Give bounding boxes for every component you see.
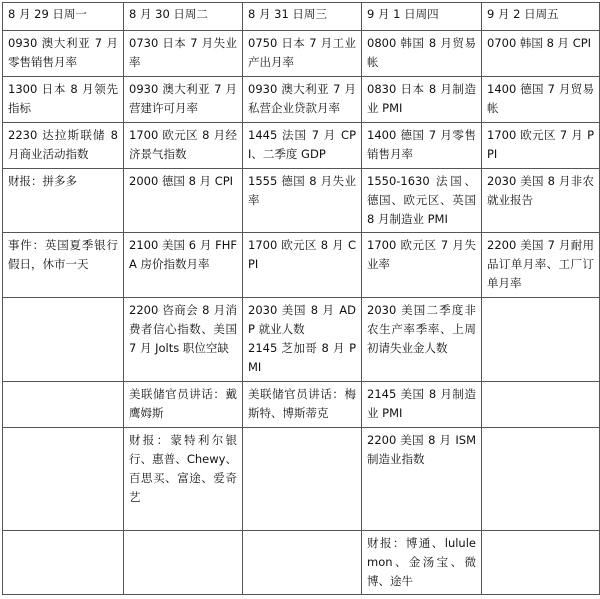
table-cell [482, 428, 600, 531]
table-cell: 0830 日本 8 月制造业 PMI [362, 77, 482, 123]
table-cell: 2100 美国 6 月 FHFA 房价指数月率 [124, 233, 243, 298]
table-cell: 事件：英国夏季银行假日，休市一天 [3, 233, 124, 298]
table-cell: 2230 达拉斯联储 8 月商业活动指数 [3, 123, 124, 169]
day-header-mon: 8 月 29 日周一 [3, 3, 124, 31]
table-row [3, 77, 600, 123]
table-cell: 2030 美国 8 月 ADP 就业人数 2145 芝加哥 8 月 PMI [243, 298, 362, 382]
day-header-tue: 8 月 30 日周二 [124, 3, 243, 31]
table-cell [3, 382, 124, 428]
table-cell: 0930 澳大利亚 7 月营建许可月率 [124, 77, 243, 123]
table-cell: 财报：蒙特利尔银行、惠普、Chewy、百思买、富途、爱奇艺 [124, 428, 243, 531]
table-cell: 2030 美国 8 月非农就业报告 [482, 169, 600, 233]
table-row [3, 169, 600, 233]
table-cell: 0800 韩国 8 月贸易帐 [362, 31, 482, 77]
table-cell: 财报：拼多多 [3, 169, 124, 233]
table-cell [482, 298, 600, 382]
table-row [3, 298, 600, 382]
table-cell: 2145 美国 8 月制造业 PMI [362, 382, 482, 428]
table-cell: 2000 德国 8 月 CPI [124, 169, 243, 233]
table-cell: 1700 欧元区 7 月失业率 [362, 233, 482, 298]
table-cell: 1400 德国 7 月零售销售月率 [362, 123, 482, 169]
table-row [3, 31, 600, 77]
table-cell: 1445 法国 7 月 CPI、二季度 GDP [243, 123, 362, 169]
table-cell: 1400 德国 7 月贸易帐 [482, 77, 600, 123]
table-cell: 美联储官员讲话：戴鹰姆斯 [124, 382, 243, 428]
table-cell: 1700 欧元区 7 月 PPI [482, 123, 600, 169]
day-header-wed: 8 月 31 日周三 [243, 3, 362, 31]
table-row [3, 531, 600, 595]
table-cell [482, 531, 600, 595]
table-cell: 2030 美国二季度非农生产率季率、上周初请失业金人数 [362, 298, 482, 382]
table-cell: 0930 澳大利亚 7 月零售销售月率 [3, 31, 124, 77]
table-row [3, 123, 600, 169]
day-header-thu: 9 月 1 日周四 [362, 3, 482, 31]
table-cell [124, 531, 243, 595]
table-row [3, 428, 600, 531]
table-cell: 2200 咨商会 8 月消费者信心指数、美国 7 月 Jolts 职位空缺 [124, 298, 243, 382]
header-row [3, 3, 600, 31]
table-cell: 0930 澳大利亚 7 月私营企业贷款月率 [243, 77, 362, 123]
table-cell [482, 382, 600, 428]
table-cell: 1550-1630 法国、德国、欧元区、英国 8 月制造业 PMI [362, 169, 482, 233]
table-cell: 1300 日本 8 月领先指标 [3, 77, 124, 123]
table-row [3, 382, 600, 428]
table-row [3, 233, 600, 298]
economic-calendar-table [2, 2, 600, 595]
table-cell: 财报：博通、lululemon、金汤宝、微博、途牛 [362, 531, 482, 595]
table-cell: 2200 美国 7 月耐用品订单月率、工厂订单月率 [482, 233, 600, 298]
day-header-fri: 9 月 2 日周五 [482, 3, 600, 31]
table-cell [3, 531, 124, 595]
table-cell [3, 298, 124, 382]
table-cell: 0750 日本 7 月工业产出月率 [243, 31, 362, 77]
table-cell [3, 428, 124, 531]
table-cell [243, 531, 362, 595]
table-cell: 1555 德国 8 月失业率 [243, 169, 362, 233]
table-cell: 2200 美国 8 月 ISM 制造业指数 [362, 428, 482, 531]
table-cell [243, 428, 362, 531]
table-cell: 0730 日本 7 月失业率 [124, 31, 243, 77]
table-cell: 美联储官员讲话：梅斯特、博斯蒂克 [243, 382, 362, 428]
table-cell: 1700 欧元区 8 月 CPI [243, 233, 362, 298]
table-cell: 1700 欧元区 8 月经济景气指数 [124, 123, 243, 169]
table-cell: 0700 韩国 8 月 CPI [482, 31, 600, 77]
